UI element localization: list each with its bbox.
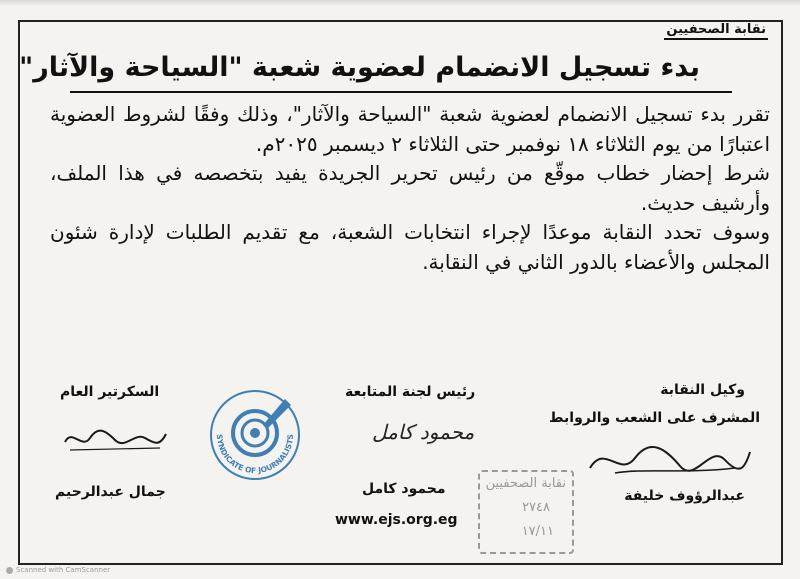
stamp-title: نقابة الصحفيين [485, 476, 566, 491]
right-signatory-role: المشرف على الشعب والروابط [549, 410, 760, 426]
syndicate-logo-icon [205, 385, 305, 485]
announcement-body [50, 100, 770, 277]
stamp-number: ٢٧٤٨ [522, 500, 550, 515]
stamp-date: ١٧/١١ [521, 524, 554, 539]
scan-watermark-text: Scanned with CamScanner [16, 566, 111, 574]
left-signatory-name: جمال عبدالرحيم [55, 484, 166, 500]
syndicate-label: نقابة الصحفيين [664, 22, 768, 40]
headline: بدء تسجيل الانضمام لعضوية شعبة "السياحة والآثار" [19, 52, 700, 83]
scan-watermark [6, 566, 110, 574]
receipt-stamp [478, 470, 574, 554]
center-signature: محمود كامل [372, 420, 475, 444]
scan-edge [0, 0, 800, 6]
logo-caption: SYNDICATE OF JOURNALISTS [214, 433, 296, 476]
headline-underline [70, 91, 732, 93]
paragraph-registration: تقرر بدء تسجيل الانضمام لعضوية شعبة "السياحة والآثار"، وذلك وفقًا لشروط العضوية اعتبارًا من يوم الثلاثاء ١٨ نوفمبر حتى الثلاثاء ٢ ديسمبر ٢٠٢٥م. [50, 102, 770, 156]
camscanner-icon [6, 567, 13, 574]
website-url[interactable]: www.ejs.org.eg [335, 512, 458, 528]
paragraph-elections: وسوف تحدد النقابة موعدًا لإجراء انتخابات الشعبة، مع تقديم الطلبات لإدارة شئون المجلس والأعضاء بالدور الثاني في النقابة. [50, 220, 770, 274]
center-signatory-title: رئيس لجنة المتابعة [345, 384, 476, 400]
right-signatory-title: وكيل النقابة [660, 382, 745, 398]
right-signatory-name: عبدالرؤوف خليفة [624, 488, 745, 504]
paragraph-requirement: شرط إحضار خطاب موقّع من رئيس تحرير الجريدة يفيد بتخصصه في هذا الملف، وأرشيف حديث. [50, 161, 770, 215]
center-signatory-name: محمود كامل [362, 481, 446, 497]
right-signature-icon [585, 438, 755, 482]
left-signature-icon [60, 420, 170, 458]
left-signatory-title: السكرتير العام [60, 384, 160, 400]
